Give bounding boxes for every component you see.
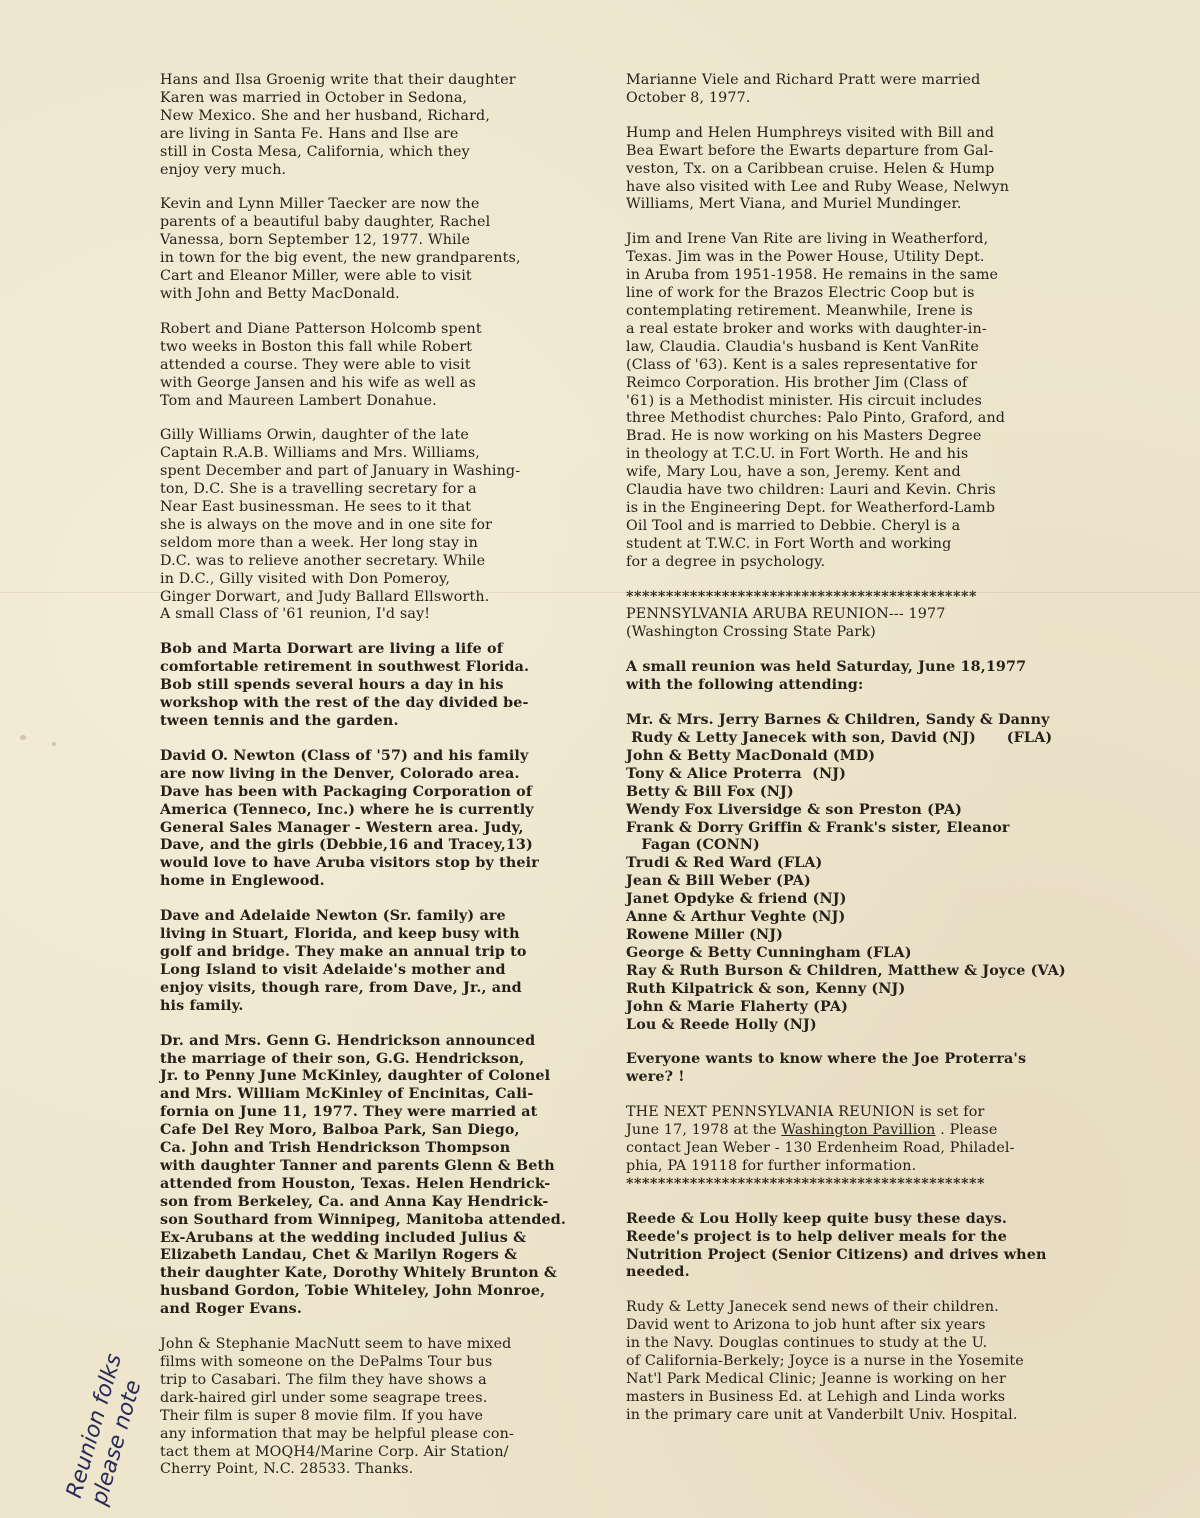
paper-spot xyxy=(52,742,56,746)
holcomb-paragraph: Robert and Diane Patterson Holcomb spent two weeks in Boston this fall while Robert attended a course. They were able to visit with George Jansen and his wife as well as Tom and Maureen Lambert Donahue. xyxy=(160,320,482,409)
attendee-item: Rowene Miller (NJ) xyxy=(626,926,784,943)
right-column xyxy=(626,72,1131,1442)
attendee-item: Jean & Bill Weber (PA) xyxy=(626,873,811,890)
orwin-paragraph: Gilly Williams Orwin, daughter of the late Captain R.A.B. Williams and Mrs. Williams, spent December and part of January in Washing- ton, D.C. She is a travelling secretary for a Near East businessman. He sees to it that she is always on the move and in one site for seldom more than a week. Her long stay in D.C. was to relieve another secretary. While in D.C., Gilly visited with Don Pomeroy, Ginger Dorwart, and Judy Ballard Ellsworth. A small Class of '61 reunion, I'd say! xyxy=(160,427,521,623)
reunion-location: (Washington Crossing State Park) xyxy=(626,624,876,641)
hendrickson-paragraph: Dr. and Mrs. Genn G. Hendrickson announced the marriage of their son, G.G. Hendrickson, Jr. to Penny June McKinley, daughter of Colonel and Mrs. William McKinley of Encinitas, Cali- fornia on June 11, 1977. They were married at Cafe Del Rey Moro, Balboa Park, San Diego, Ca. John and Trish Hendrickson Thompson with daughter Tanner and parents Glenn & Beth attended from Houston, Texas. Helen Hendrick- son from Berkeley, Ca. and Anna Kay Hendrick- son Southard from Winnipeg, Manitoba attended. Ex-Arubans at the wedding included Julius & Elizabeth Landau, Chet & Marilyn Rogers & their daughter Kate, Dorothy Whitely Brunton & husband Gordon, Tobie Whiteley, John Monroe, and Roger Evans. xyxy=(160,1032,567,1318)
next-reunion-text-a: THE NEXT PENNSYLVANIA REUNION is set for June 17, 1978 at the xyxy=(626,1104,985,1139)
holly-paragraph: Reede & Lou Holly keep quite busy these days. Reede's project is to help deliver meals for the Nutrition Project (Senior Citizens) and drives when needed. xyxy=(626,1210,1047,1281)
attendee-item: Wendy Fox Liversidge & son Preston (PA) xyxy=(626,801,962,818)
attendee-item: Rudy & Letty Janecek with son, David (NJ) (FLA) xyxy=(626,730,1053,746)
next-reunion-notice xyxy=(626,1104,1131,1176)
attendee-list xyxy=(626,712,1131,1034)
washington-pavillion-name: Washington Pavillion xyxy=(781,1122,936,1139)
macnutt-paragraph: John & Stephanie MacNutt seem to have mixed films with someone on the DePalms Tour bus trip to Casabari. The film they have shows a dark-haired girl under some seagrape trees. Their film is super 8 movie film. If you have any information that may be helpful please con- tact them at MOQH4/Marine Corp. Air Station/ Cherry Point, N.C. 28533. Thanks. xyxy=(160,1336,515,1478)
left-column xyxy=(160,72,600,1496)
dorwart-paragraph: Bob and Marta Dorwart are living a life of comfortable retirement in southwest Florida. Bob still spends several hours a day in his workshop with the rest of the day divided be- tween tennis and the garden. xyxy=(160,641,530,729)
attendee-item: Fagan (CONN) xyxy=(626,837,760,854)
attendee-item: Trudi & Red Ward (FLA) xyxy=(626,855,823,872)
next-reunion-text-b: . Please contact Jean Weber - 130 Erdenheim Road, Philadel- phia, PA 19118 for further information. xyxy=(626,1122,1015,1174)
van-rite-paragraph: Jim and Irene Van Rite are living in Weatherford, Texas. Jim was in the Power House, Utility Dept. in Aruba from 1951-1958. He remains in the same line of work for the Brazos Electric Coop but is contemplating retirement. Meanwhile, Irene is a real estate broker and works with daughter-in- law, Claudia. Claudia's husband is Kent VanRite (Class of '63). Kent is a sales representative for Reimco Corporation. His brother Jim (Class of '61) is a Methodist minister. His circuit includes three Methodist churches: Palo Pinto, Graford, and Brad. He is now working on his Masters Degree in theology at T.C.U. in Fort Worth. He and his wife, Mary Lou, have a son, Jeremy. Kent and Claudia have two children: Lauri and Kevin. Chris is in the Engineering Dept. for Weatherford-Lamb Oil Tool and is married to Debbie. Cheryl is a student at T.W.C. in Fort Worth and working for a degree in psychology. xyxy=(626,231,1006,570)
reunion-intro: A small reunion was held Saturday, June 18,1977 with the following attending: xyxy=(626,659,1027,694)
paper-spot xyxy=(20,735,26,740)
newton-sr-paragraph: Dave and Adelaide Newton (Sr. family) are living in Stuart, Florida, and keep busy with golf and bridge. They make an annual trip to Long Island to visit Adelaide's mother and enjoy visits, though rare, from Dave, Jr., and his family. xyxy=(160,908,527,1014)
attendee-item: Frank & Dorry Griffin & Frank's sister, Eleanor xyxy=(626,819,1010,836)
attendee-item: John & Marie Flaherty (PA) xyxy=(626,998,849,1015)
attendee-item: George & Betty Cunningham (FLA) xyxy=(626,944,912,961)
separator-stars: ******************************************** xyxy=(626,588,977,605)
groenig-paragraph: Hans and Ilsa Groenig write that their daughter Karen was married in October in Sedona, New Mexico. She and her husband, Richard, are living in Santa Fe. Hans and Ilse are still in Costa Mesa, California, which they enjoy very much. xyxy=(160,72,516,178)
attendee-item: Anne & Arthur Veghte (NJ) xyxy=(626,909,846,926)
attendee-item: Ruth Kilpatrick & son, Kenny (NJ) xyxy=(626,980,906,997)
attendee-item: Janet Opdyke & friend (NJ) xyxy=(626,891,847,908)
janecek-paragraph: Rudy & Letty Janecek send news of their children. David went to Arizona to job hunt after six years in the Navy. Douglas continues to study at the U. of California-Berkely; Joyce is a nurse in the Yosemite Nat'l Park Medical Clinic; Jeanne is working on her masters in Business Ed. at Lehigh and Linda works in the primary care unit at Vanderbilt Univ. Hospital. xyxy=(626,1299,1024,1423)
taecker-paragraph: Kevin and Lynn Miller Taecker are now the parents of a beautiful baby daughter, Rachel Vanessa, born September 12, 1977. While in town for the big event, the new grandparents, Cart and Eleanor Miller, were able to visit with John and Betty MacDonald. xyxy=(160,196,521,302)
newton-paragraph: David O. Newton (Class of '57) and his family are now living in the Denver, Colorado area. Dave has been with Packaging Corporation of America (Tenneco, Inc.) where he is currently General Sales Manager - Western area. Judy, Dave, and the girls (Debbie,16 and Tracey,13) would love to have Aruba visitors stop by their home in Englewood. xyxy=(160,747,539,890)
viele-paragraph: Marianne Viele and Richard Pratt were married October 8, 1977. xyxy=(626,72,981,106)
reunion-title: PENNSYLVANIA ARUBA REUNION--- 1977 xyxy=(626,606,946,623)
humphreys-paragraph: Hump and Helen Humphreys visited with Bill and Bea Ewart before the Ewarts departure from Gal- veston, Tx. on a Caribbean cruise. Helen & Hump have also visited with Lee and Ruby Wease, Nelwyn Williams, Mert Viana, and Muriel Mundinger. xyxy=(626,124,1010,213)
separator-stars-bottom: ********************************************* xyxy=(626,1175,985,1192)
proterra-question: Everyone wants to know where the Joe Proterra's were? ! xyxy=(626,1051,1027,1086)
attendee-item: Ray & Ruth Burson & Children, Matthew & Joyce (VA) xyxy=(626,962,1066,979)
handwritten-note: Reunion folks please note xyxy=(62,1351,147,1509)
attendee-item: John & Betty MacDonald (MD) xyxy=(626,747,876,764)
attendee-item: Tony & Alice Proterra (NJ) xyxy=(626,765,847,782)
attendee-item: Lou & Reede Holly (NJ) xyxy=(626,1016,817,1033)
attendee-item: Betty & Bill Fox (NJ) xyxy=(626,783,794,800)
attendee-item: Mr. & Mrs. Jerry Barnes & Children, Sandy & Danny xyxy=(626,712,1050,729)
